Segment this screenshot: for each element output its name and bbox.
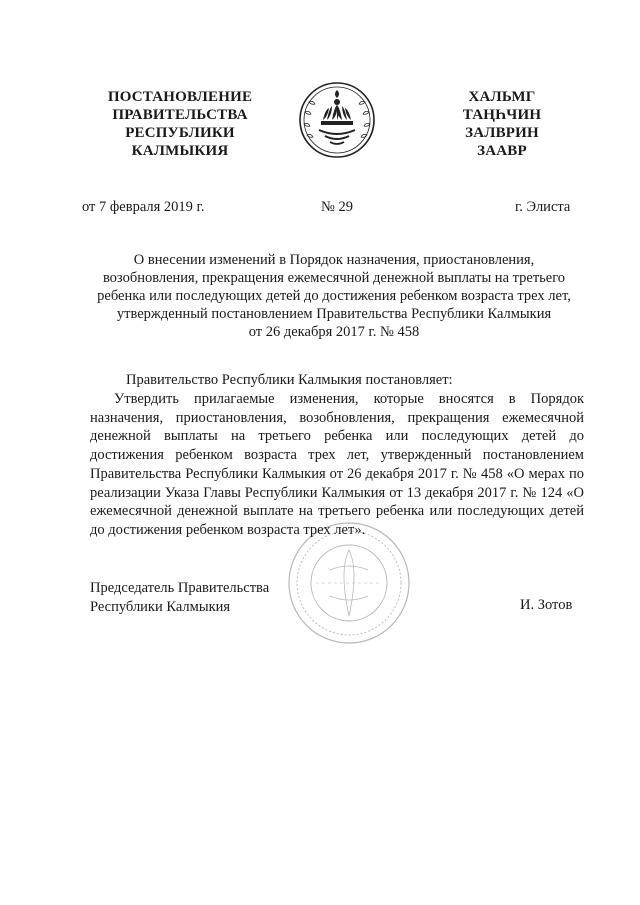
document-date: от 7 февраля 2019 г. xyxy=(82,199,205,215)
signatory-position-line: Председатель Правительства xyxy=(90,580,270,596)
title-line: ребенка или последующих детей до достижения ребенком возраста трех лет, xyxy=(97,288,571,304)
issuer-title-line: ХАЛЬМГ xyxy=(468,89,536,105)
issuer-title-line: ТАҢҺЧИН xyxy=(462,107,542,123)
issuer-title-kalmyk xyxy=(432,88,572,160)
document-number: № 29 xyxy=(321,199,353,215)
document-title xyxy=(84,251,584,341)
document-city: г. Элиста xyxy=(515,199,571,215)
issuer-title-line: КАЛМЫКИЯ xyxy=(131,143,229,159)
kalmykia-coat-of-arms-icon xyxy=(297,80,377,160)
issuer-title-line: ЗААВР xyxy=(477,143,527,159)
title-line: утвержденный постановлением Правительства Республики Калмыкия xyxy=(116,306,552,322)
official-seal-stamp-icon xyxy=(286,520,412,646)
issuer-title-russian xyxy=(80,88,280,160)
title-line: О внесении изменений в Порядок назначения, приостановления, xyxy=(133,252,535,268)
title-line: от 26 декабря 2017 г. № 458 xyxy=(248,324,420,340)
issuer-title-line: ПРАВИТЕЛЬСТВА xyxy=(112,107,248,123)
preamble-text: Правительство Республики Калмыкия постановляет: xyxy=(126,372,453,388)
issuer-title-line: ЗАЛВРИН xyxy=(465,125,539,141)
signatory-position xyxy=(90,579,269,617)
title-line: возобновления, прекращения ежемесячной денежной выплаты на третьего xyxy=(102,270,566,286)
signatory-position-line: Республики Калмыкия xyxy=(90,599,231,615)
issuer-title-line: РЕСПУБЛИКИ xyxy=(125,125,235,141)
signatory-name: И. Зотов xyxy=(520,597,573,613)
issuer-title-line: ПОСТАНОВЛЕНИЕ xyxy=(107,89,253,105)
resolution-body: Утвердить прилагаемые изменения, которые вносятся в Порядок назначения, приостановления, возобновления, прекращения ежемесячной денежной выплаты на третьего ребенка или последующих детей до достижения ребенком возраста трех лет, утвержденный постановлением Правительства Республики Калмыкия от 26 декабря 2017 г. № 458 «О мерах по реализации Указа Главы Республики Калмыкия от 13 декабря 2017 г. № 124 «О ежемесячной денежной выплате на третьего ребенка или последующих детей до достижения ребенком возраста трех лет». xyxy=(90,391,584,538)
